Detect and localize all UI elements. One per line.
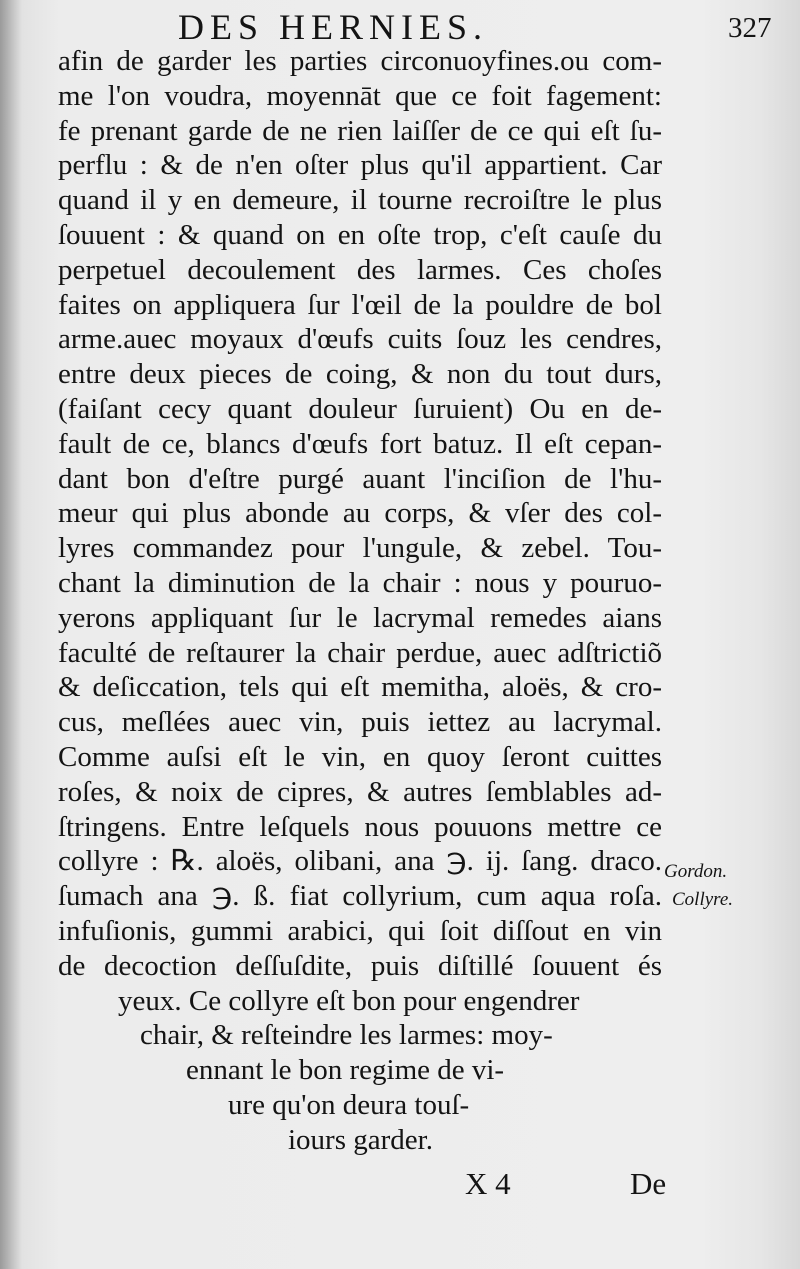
text-line: meur qui plus abonde au corps, & vſer des col- (58, 497, 662, 530)
text-line: chair, & reſteindre les larmes: moy- (140, 1019, 553, 1052)
page-footer (0, 1166, 800, 1210)
text-line: collyre : ℞. aloës, olibani, ana ℈. ij. ſang. draco. (58, 845, 662, 878)
text-line: (faiſant cecy quant douleur ſuruient) Ou en de- (58, 392, 662, 425)
text-line: iours garder. (288, 1123, 433, 1156)
text-line: infuſionis, gummi arabici, qui ſoit diſſout en vin (58, 914, 662, 947)
text-line: quand il y en demeure, il tourne recroiſtre le plus (58, 184, 662, 217)
text-line: lyres commandez pour l'ungule, & zebel. Tou- (58, 532, 662, 565)
body-text (58, 44, 662, 1158)
text-line: Comme auſsi eſt le vin, en quoy ſeront cuittes (58, 740, 662, 773)
text-line: fe prenant garde de ne rien laiſſer de ce qui eſt ſu- (58, 114, 662, 147)
margin-notes (664, 858, 794, 914)
margin-note-gordon: Gordon. (664, 861, 728, 882)
running-head: DES HERNIES. (178, 7, 489, 47)
text-line: ennant le bon regime de vi- (186, 1054, 505, 1087)
text-line: chant la diminution de la chair : nous y pouruo- (58, 566, 662, 599)
signature-mark: X 4 (465, 1166, 511, 1201)
text-line: ure qu'on deura touſ- (228, 1088, 470, 1121)
text-line: arme.auec moyaux d'œufs cuits ſouz les cendres, (58, 323, 662, 356)
margin-note-collyre: Collyre. (672, 889, 734, 910)
catchword: De (630, 1166, 667, 1201)
text-line: de decoction deſſuſdite, puis diſtillé ſouuent és (58, 949, 662, 982)
text-line: roſes, & noix de cipres, & autres ſemblables ad- (58, 775, 662, 808)
text-line: & deſiccation, tels qui eſt memitha, aloës, & cro- (58, 671, 662, 704)
text-line: perpetuel decoulement des larmes. Ces choſes (58, 253, 662, 286)
text-line: afin de garder les parties circonuoyfines.ou com- (58, 45, 662, 77)
text-line: entre deux pieces de coing, & non du tout durs, (58, 358, 662, 391)
text-line: faculté de reſtaurer la chair perdue, auec adſtrictiõ (58, 636, 662, 669)
text-line: perflu : & de n'en oſter plus qu'il appartient. Car (58, 149, 662, 182)
text-line: faites on appliquera ſur l'œil de la pouldre de bol (58, 288, 662, 321)
page-number: 327 (728, 12, 772, 44)
text-line: fault de ce, blancs d'œufs fort batuz. Il eſt cepan- (58, 427, 662, 460)
text-line: ſumach ana ℈. ß. fiat collyrium, cum aqua roſa. (58, 880, 662, 913)
text-line: yeux. Ce collyre eſt bon pour engendrer (118, 984, 580, 1017)
text-line: cus, meſlées auec vin, puis iettez au lacrymal. (58, 706, 662, 739)
text-line: yerons appliquant ſur le lacrymal remedes aians (58, 601, 662, 634)
text-line: ſtringens. Entre leſquels nous pouuons mettre ce (58, 810, 662, 843)
text-line: dant bon d'eſtre purgé auant l'inciſion de l'hu- (58, 462, 662, 495)
text-line: ſouuent : & quand on en oſte trop, c'eſt cauſe du (58, 218, 662, 251)
text-line: me l'on voudra, moyennāt que ce foit fagement: (58, 79, 662, 112)
